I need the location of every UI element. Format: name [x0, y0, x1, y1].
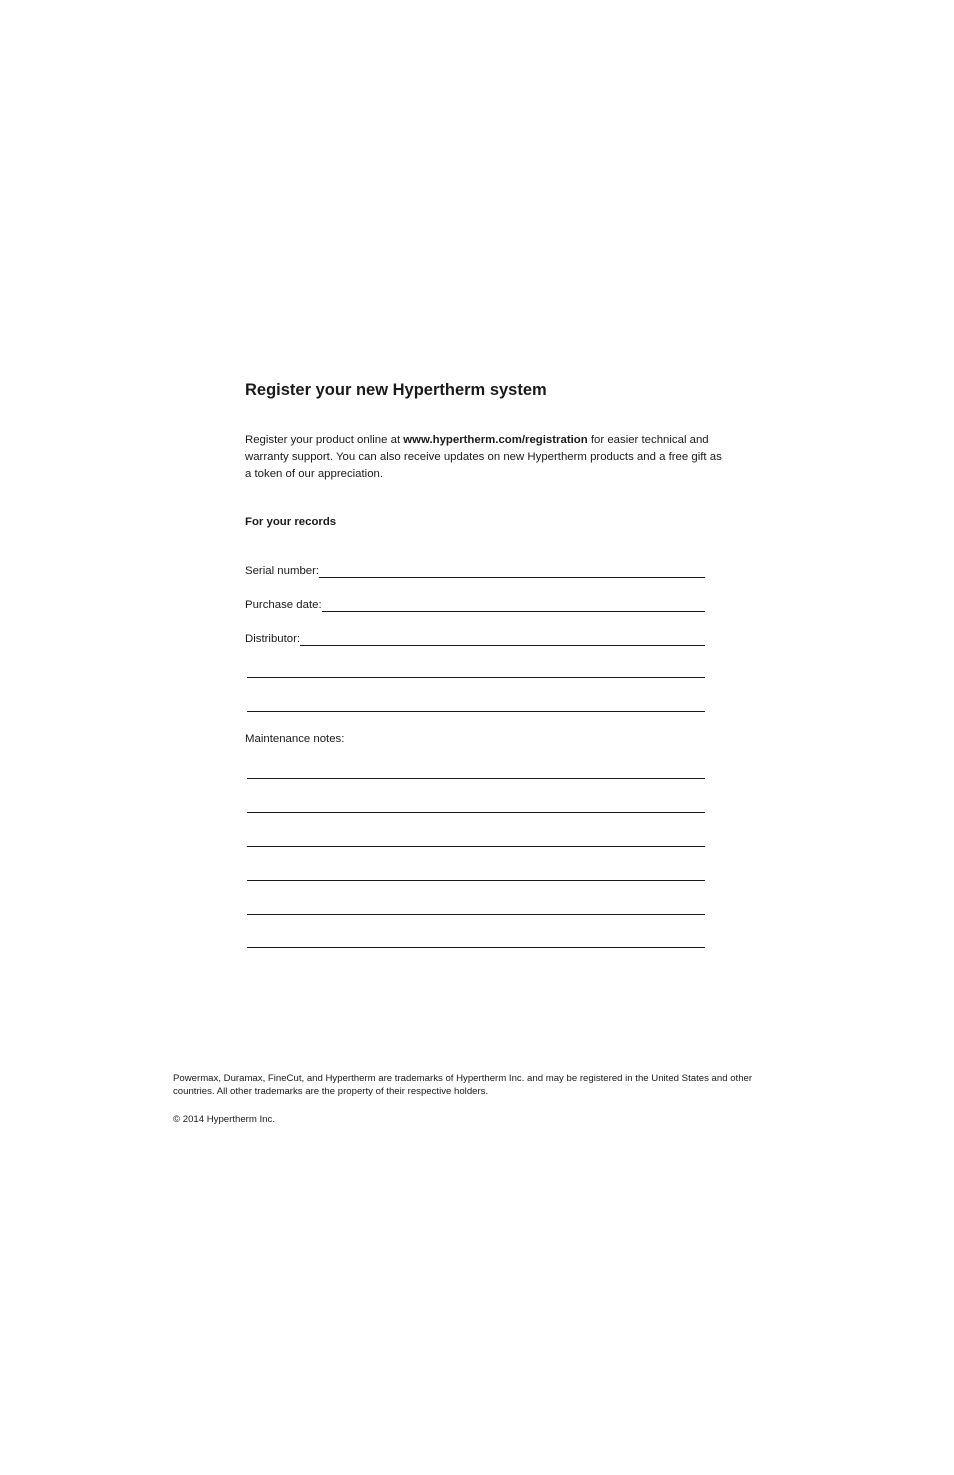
intro-text-start: Register your product online at	[245, 434, 404, 446]
intro-paragraph	[245, 432, 725, 483]
maintenance-line	[247, 846, 705, 847]
distributor-label: Distributor:	[245, 633, 301, 645]
distributor-extra-line	[247, 677, 705, 678]
distributor-field	[245, 628, 705, 646]
trademark-notice: Powermax, Duramax, FineCut, and Hypertherm are trademarks of Hypertherm Inc. and may be registered in the United States and other countries. All other trademarks are the property of their respective holders.	[173, 1073, 753, 1097]
intro-text-end: for easier technical and warranty support. You can also receive updates on new Hypertherm products and a free gift as a token of our appreciation.	[245, 434, 722, 480]
distributor-extra-line	[247, 711, 705, 712]
maintenance-line	[247, 914, 705, 915]
distributor-line	[300, 631, 705, 646]
purchase-date-label: Purchase date:	[245, 599, 322, 611]
page-title: Register your new Hypertherm system	[245, 381, 547, 399]
maintenance-line	[247, 812, 705, 813]
maintenance-notes-label: Maintenance notes:	[245, 733, 345, 745]
maintenance-line	[247, 880, 705, 881]
maintenance-line	[247, 778, 705, 779]
copyright-notice: © 2014 Hypertherm Inc.	[173, 1114, 275, 1125]
serial-number-field	[245, 560, 705, 578]
serial-number-label: Serial number:	[245, 565, 320, 577]
serial-number-line	[319, 563, 705, 578]
records-heading: For your records	[245, 516, 337, 528]
registration-url[interactable]: www.hypertherm.com/registration	[403, 434, 588, 446]
purchase-date-line	[322, 597, 705, 612]
maintenance-line	[247, 947, 705, 948]
purchase-date-field	[245, 594, 705, 612]
